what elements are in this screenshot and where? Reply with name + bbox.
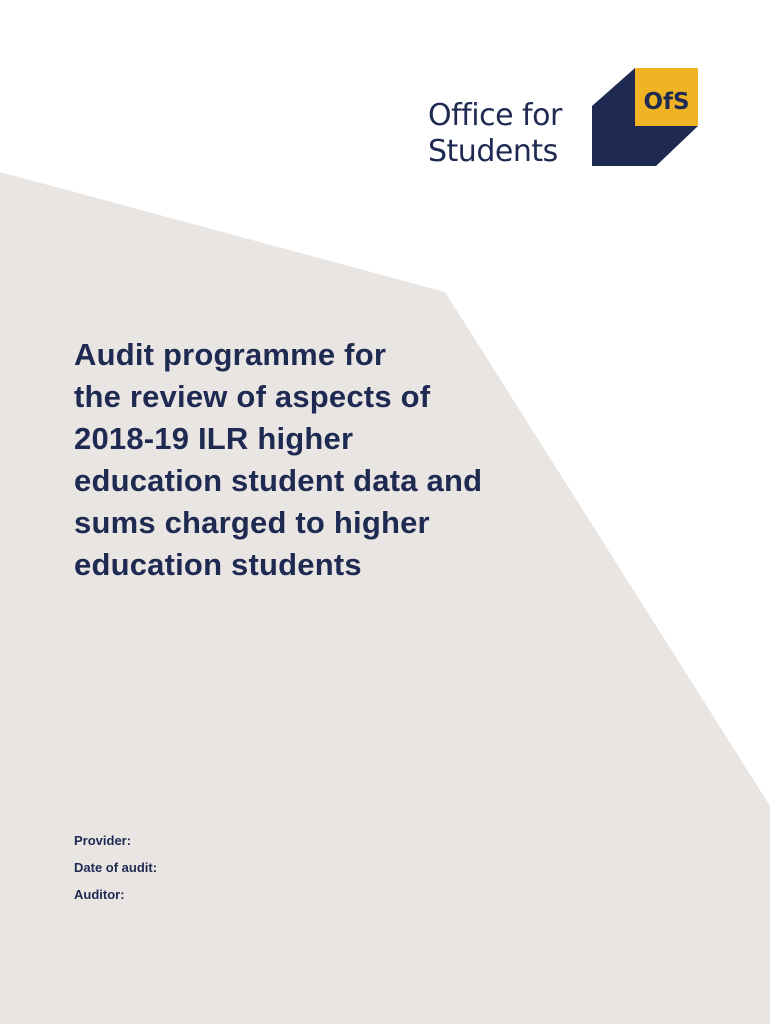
title-line: Audit programme for (74, 337, 387, 372)
title-line: education students (74, 547, 362, 582)
logo-line-2: Students (428, 134, 558, 169)
logo-wordmark (428, 98, 562, 170)
auditor-label: Auditor: (74, 887, 125, 902)
ofs-logo (428, 68, 698, 168)
provider-label: Provider: (74, 833, 132, 848)
logo-mark (592, 68, 698, 166)
date-of-audit-label: Date of audit: (74, 860, 158, 875)
logo-badge-text: OfS (643, 89, 690, 115)
document-title (74, 334, 594, 586)
title-line: education student data and (74, 463, 483, 498)
title-line: sums charged to higher (74, 505, 430, 540)
audit-details (74, 833, 157, 914)
title-line: the review of aspects of (74, 379, 431, 414)
logo-line-1: Office for (428, 98, 562, 133)
title-line: 2018-19 ILR higher (74, 421, 354, 456)
